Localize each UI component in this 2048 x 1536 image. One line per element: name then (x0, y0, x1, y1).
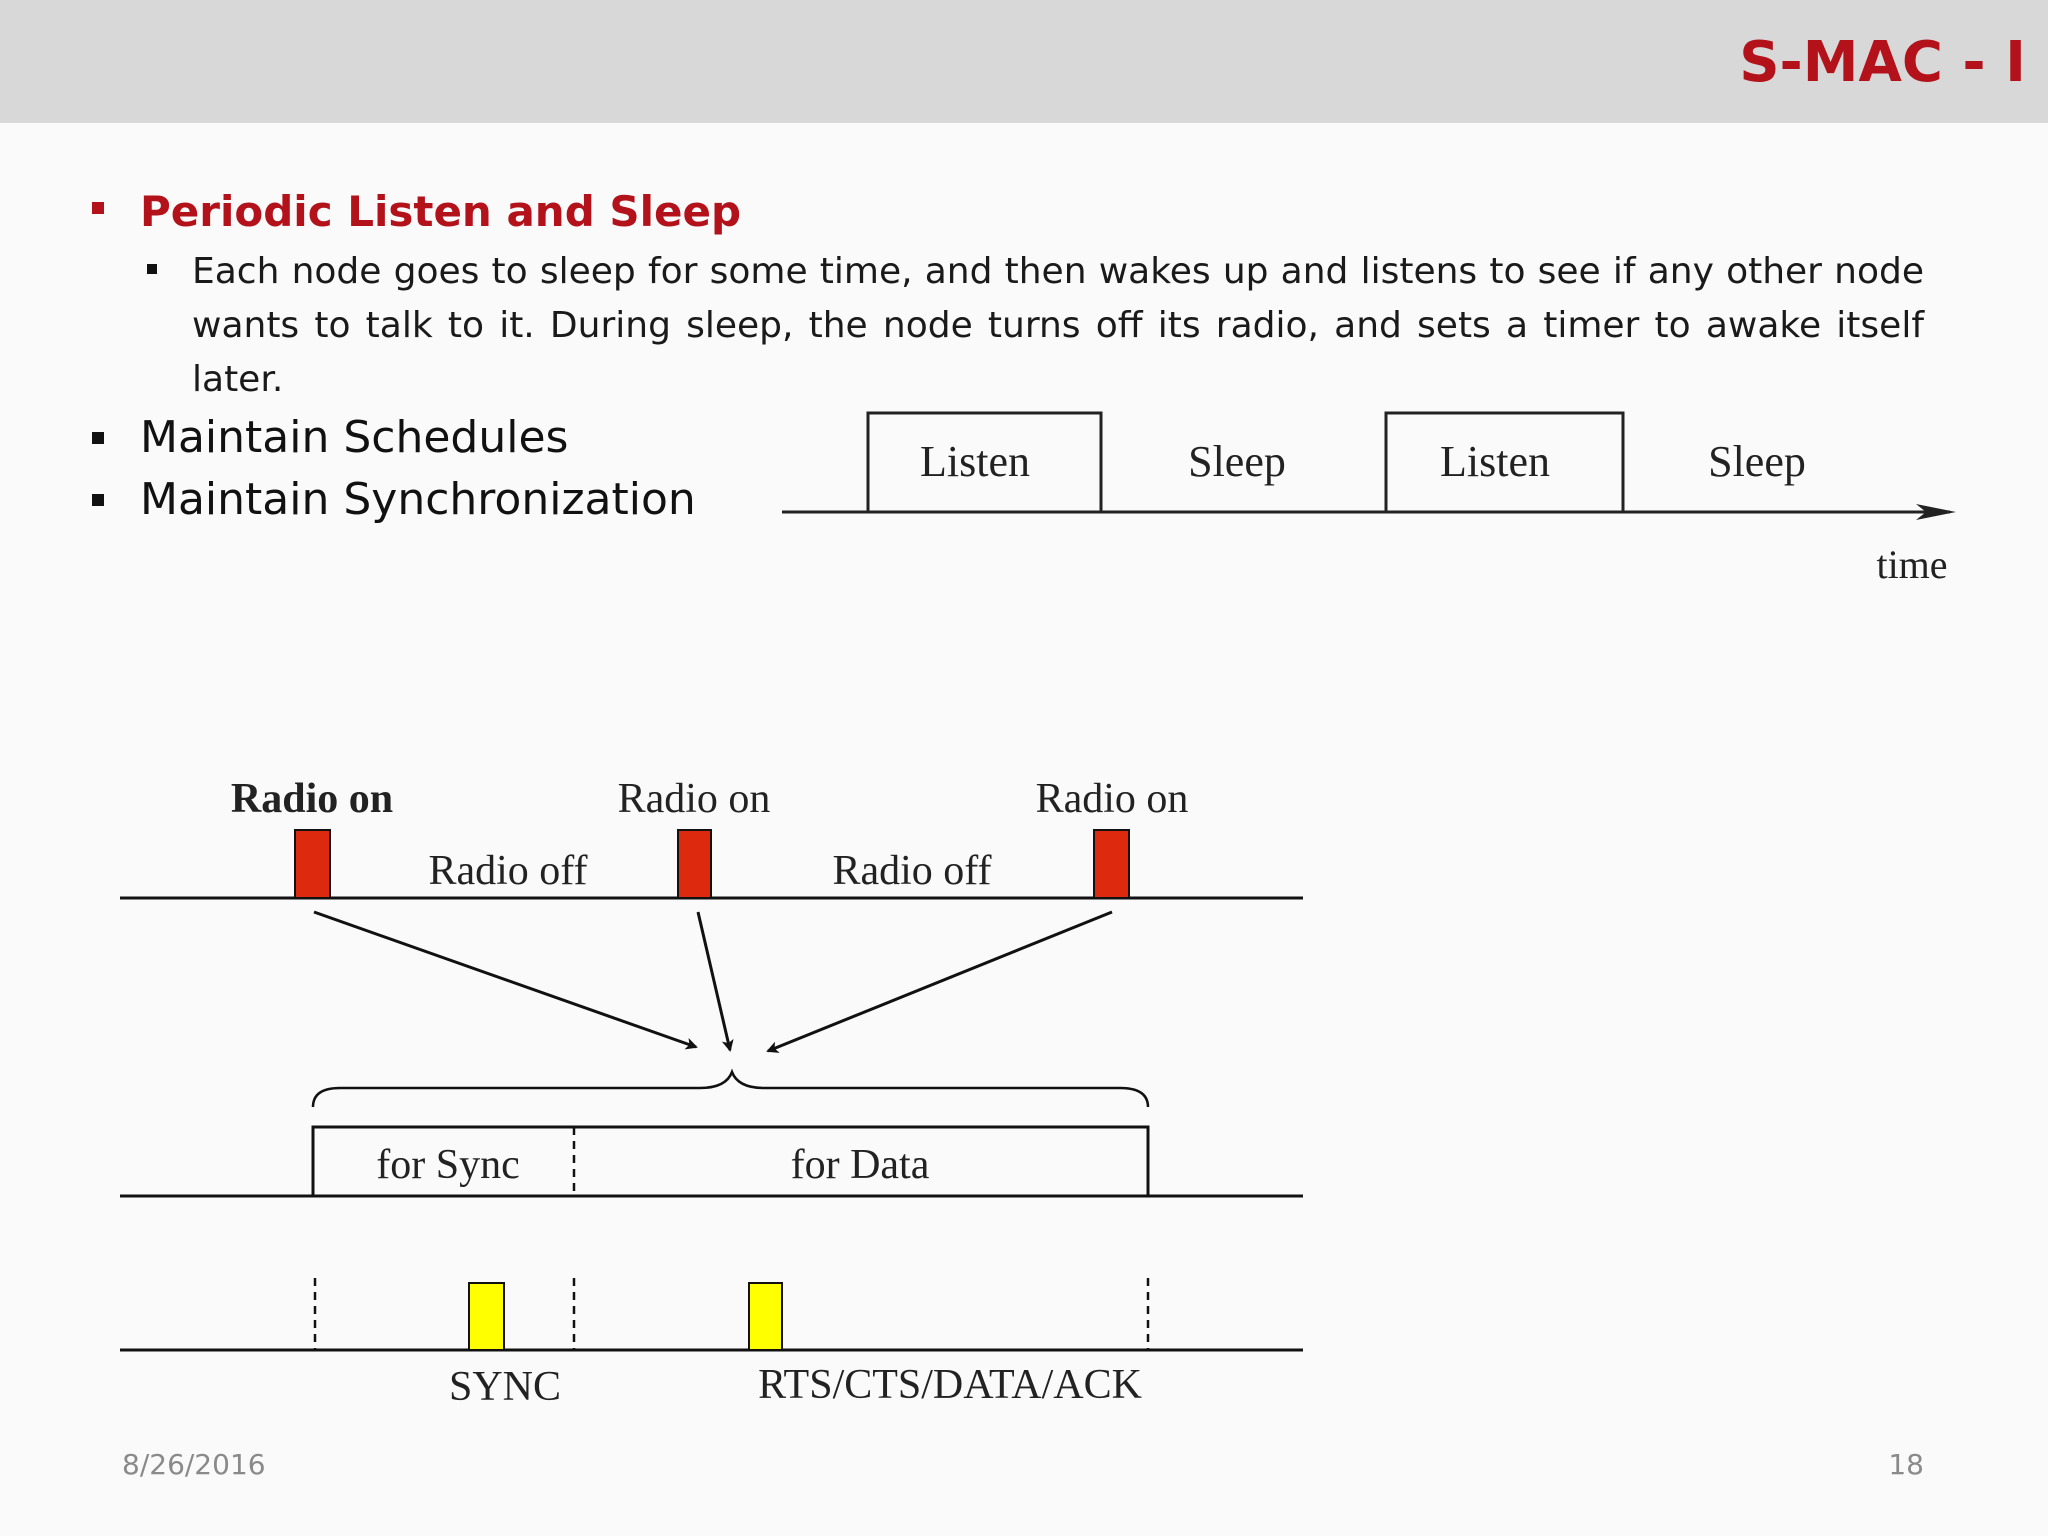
radio-on-block-2 (678, 830, 711, 898)
radio-on-block-1 (295, 830, 330, 898)
for-sync-label: for Sync (376, 1142, 520, 1188)
timeline-segment-2: Sleep (1188, 437, 1286, 486)
radio-on-label-1: Radio on (230, 776, 394, 822)
radio-on-label-2: Radio on (617, 776, 771, 822)
radio-off-label-1: Radio off (428, 848, 588, 894)
sync-packet-block (469, 1283, 504, 1350)
footer-date: 8/26/2016 (122, 1448, 266, 1481)
radio-on-label-3: Radio on (1035, 776, 1189, 822)
arrow-from-radio-3 (768, 912, 1112, 1051)
radio-on-block-3 (1094, 830, 1129, 898)
slide-title: S-MAC - I (1739, 30, 2026, 95)
radio-off-label-2: Radio off (832, 848, 992, 894)
arrow-from-radio-2 (698, 912, 730, 1050)
bullet-maintain-schedules: Maintain Schedules (140, 412, 569, 463)
timeline-segment-4: Sleep (1708, 437, 1806, 486)
time-axis-label: time (1876, 542, 1948, 587)
bullet-periodic-listen-sleep: Periodic Listen and Sleep (140, 187, 742, 236)
timeline-segment-3: Listen (1440, 437, 1550, 486)
sub-bullet-description: Each node goes to sleep for some time, and then wakes up and listens to see if any other node wants to talk to it. During sleep, the node turns off its radio, and sets a timer to awake itself later. (192, 251, 1924, 400)
bullet-maintain-synchronization: Maintain Synchronization (140, 474, 696, 525)
brace (313, 1072, 1148, 1107)
footer-page-number: 18 (1888, 1448, 1924, 1481)
arrow-from-radio-1 (314, 912, 696, 1047)
timeline-segment-1: Listen (920, 437, 1030, 486)
for-data-label: for Data (790, 1142, 930, 1188)
data-packet-block (749, 1283, 782, 1350)
sync-packet-label: SYNC (448, 1364, 562, 1410)
data-packet-label: RTS/CTS/DATA/ACK (758, 1362, 1142, 1408)
